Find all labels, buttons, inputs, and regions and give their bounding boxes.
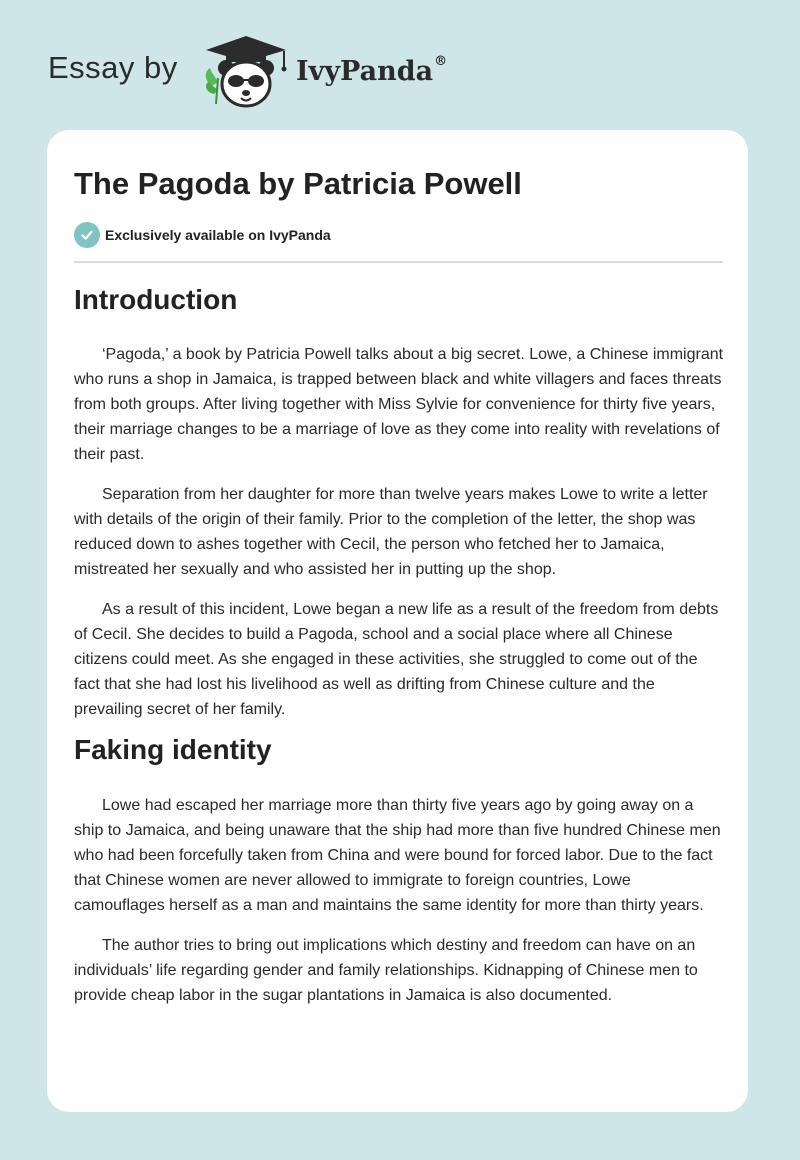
checkmark-circle-icon: [74, 222, 100, 248]
article-body: [74, 282, 725, 1008]
page-title: The Pagoda by Patricia Powell: [74, 166, 522, 201]
brand-name: IvyPanda®: [296, 54, 448, 87]
paragraph: The author tries to bring out implications which destiny and freedom can have on an individuals’ life regarding gender and family relationships. Kidnapping of Chinese men to provide cheap labor in the sugar plantations in Jamaica is also documented.: [74, 937, 698, 1004]
paragraph: ‘Pagoda,’ a book by Patricia Powell talks about a big secret. Lowe, a Chinese immigrant who runs a shop in Jamaica, is trapped between black and white villagers and faces threats from both groups. After living together with Miss Sylvie for convenience for thirty five years, their marriage changes to be a marriage of love as they come into reality with revelations of their past.: [74, 346, 724, 463]
exclusive-badge-label: Exclusively available on IvyPanda: [105, 227, 331, 243]
panda-logo-icon: [198, 34, 294, 110]
paragraph: Separation from her daughter for more than twelve years makes Lowe to write a letter with details of the origin of their family. Prior to the completion of the letter, the shop was reduced down to ashes together with Cecil, the person who fetched her to Jamaica, mistreated her sexually and who assisted her in putting up the shop.: [74, 486, 708, 578]
divider: [74, 261, 723, 263]
exclusive-badge: [74, 222, 331, 248]
paragraph: Lowe had escaped her marriage more than thirty five years ago by going away on a ship to Jamaica, and being unaware that the ship had more than five hundred Chinese men who had been forcefully taken from China and were bound for forced labor. Due to the fact that Chinese women are never allowed to immigrate to foreign countries, Lowe camouflages herself as a man and maintains the same identity for more than thirty years.: [74, 797, 721, 914]
paragraph: As a result of this incident, Lowe began a new life as a result of the freedom from debts of Cecil. She decides to build a Pagoda, school and a social place where all Chinese citizens could meet. As she engaged in these activities, she struggled to come out of the fact that she had lost his livelihood as well as drifting from Chinese culture and the prevailing secret of her family.: [74, 601, 719, 718]
site-header: [0, 0, 800, 130]
essay-by-label: Essay by: [48, 50, 178, 85]
section-heading-introduction: Introduction: [74, 284, 238, 315]
section-heading-faking-identity: Faking identity: [74, 734, 272, 765]
essay-card: [47, 130, 748, 1112]
